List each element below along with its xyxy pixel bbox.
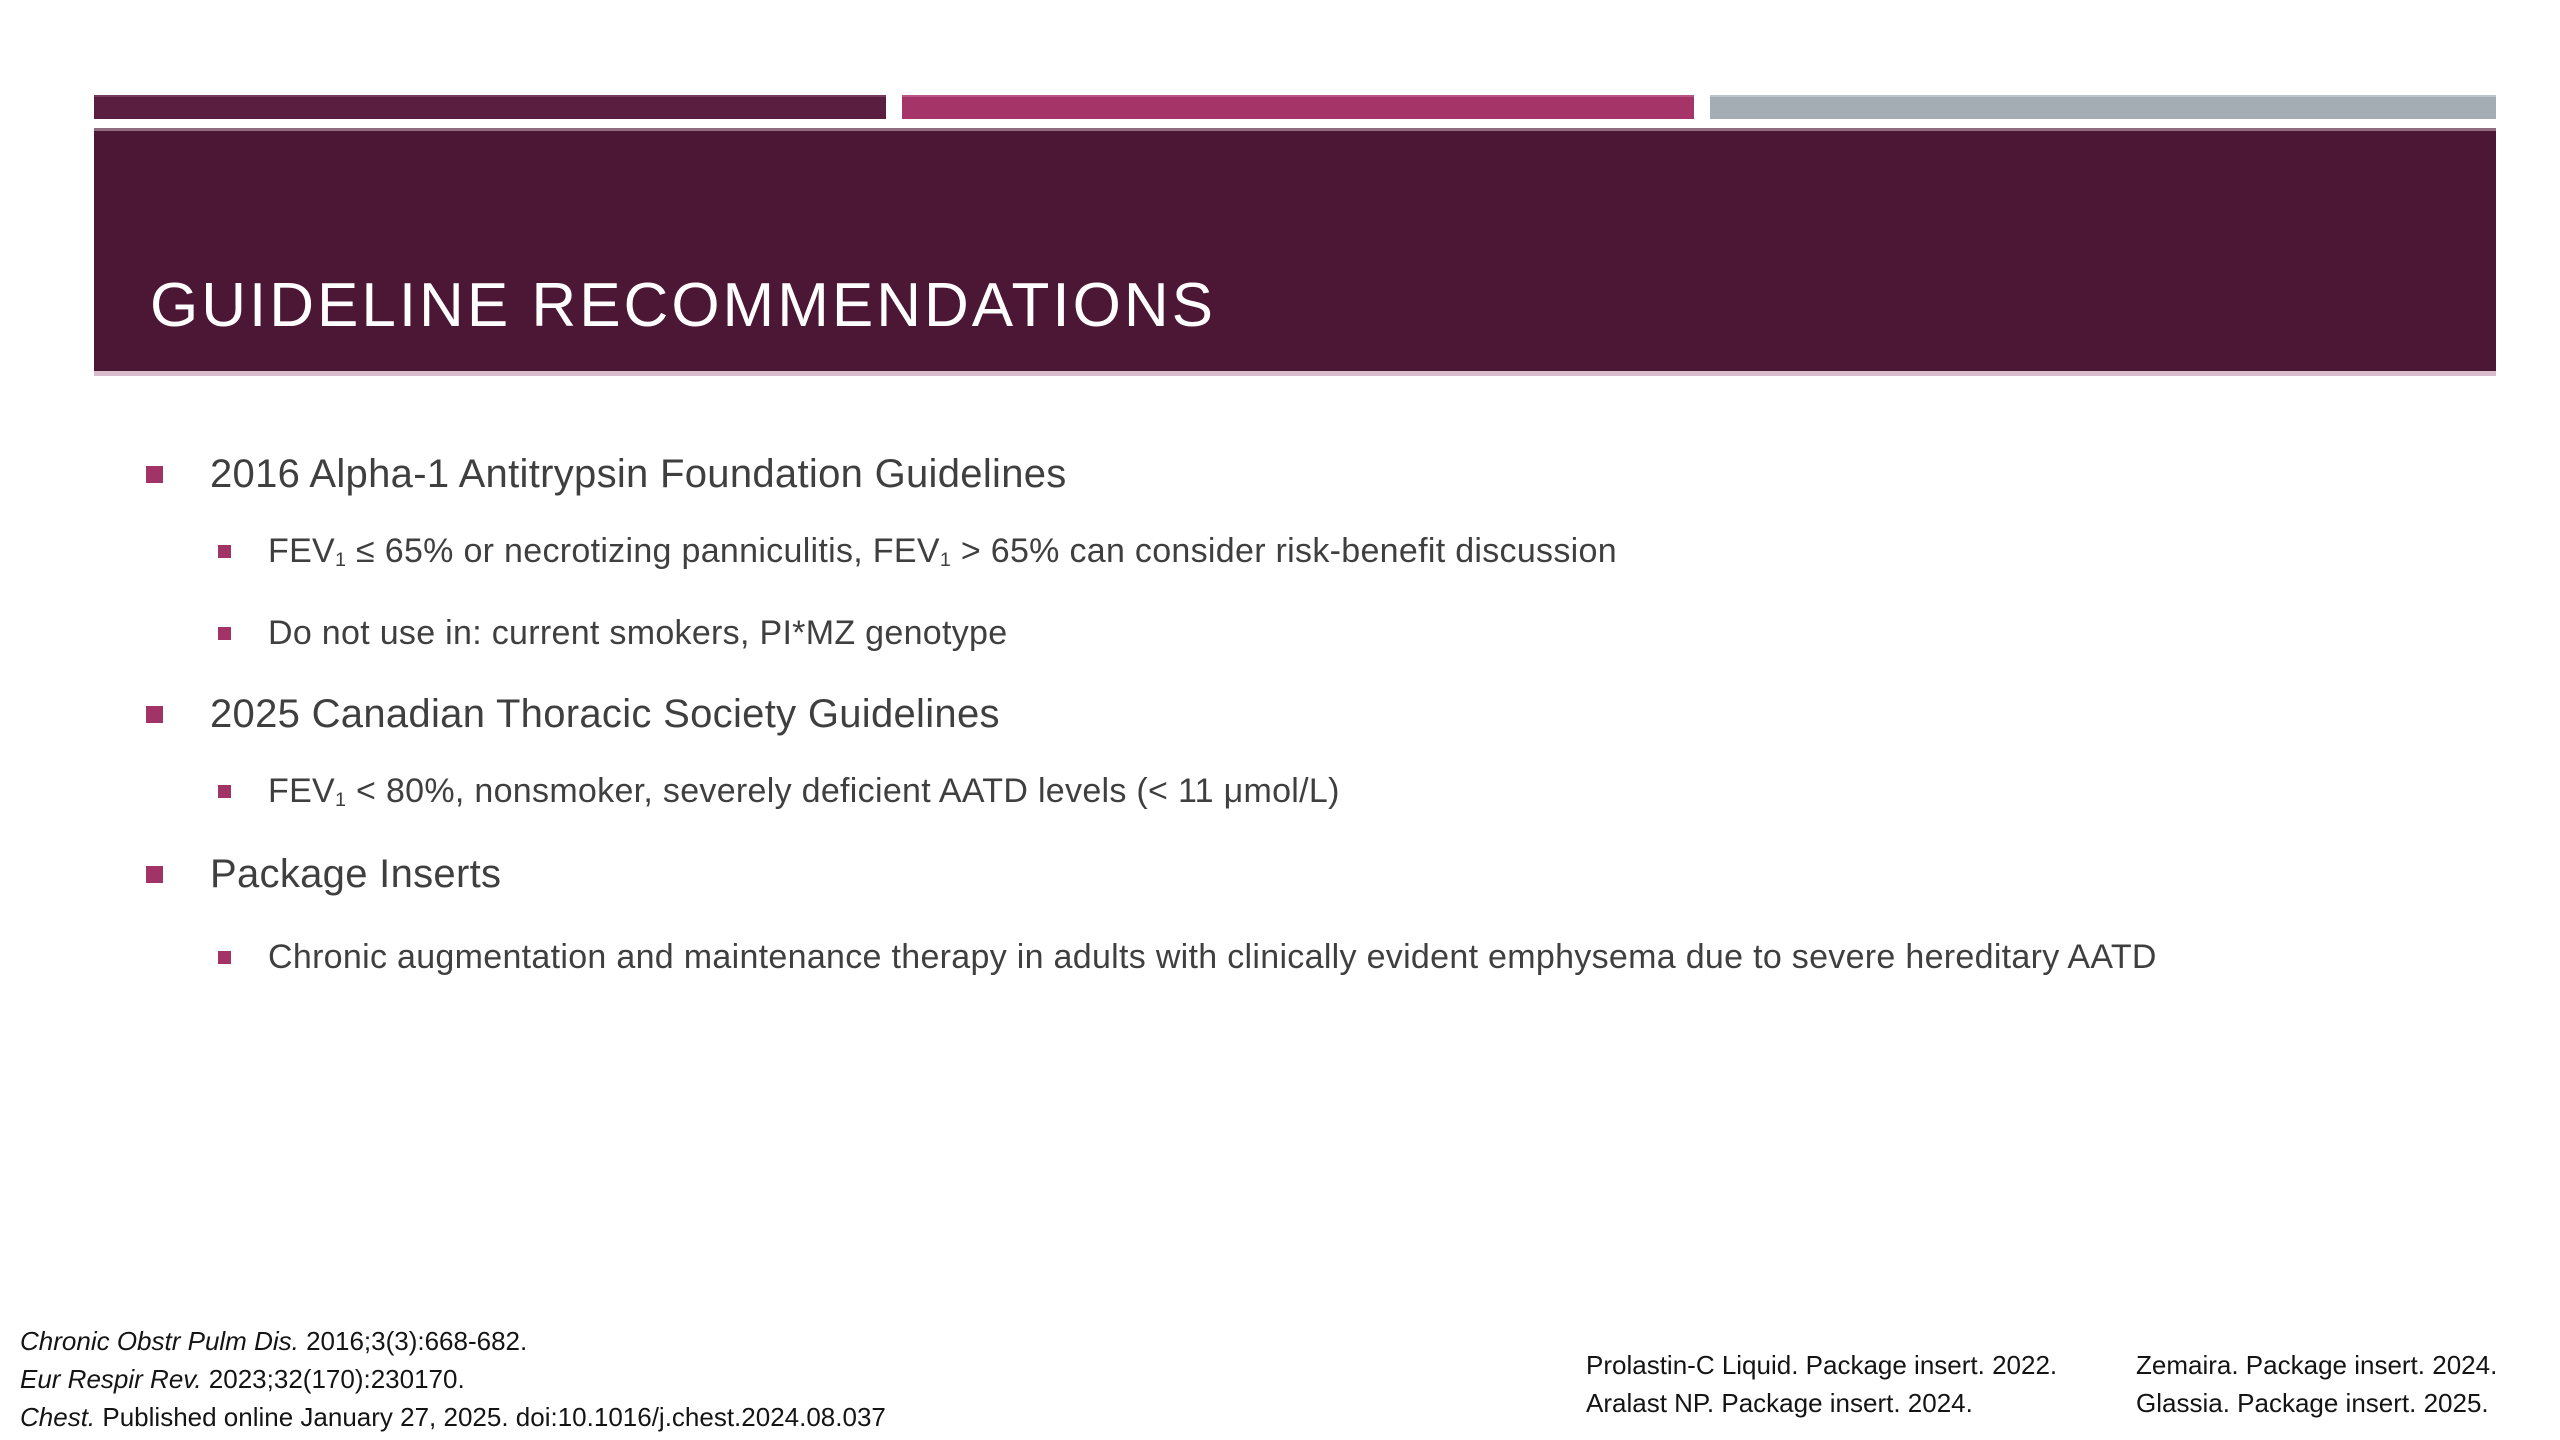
- bullet-square-icon: [146, 706, 163, 723]
- bullet-square-icon: [218, 785, 231, 798]
- bullet-square-icon: [146, 866, 163, 883]
- bullet-item-cts-guidelines: [146, 690, 1000, 738]
- bullet-text-segment: FEV: [268, 772, 336, 810]
- journal-name: Eur Respir Rev.: [20, 1364, 202, 1394]
- bullet-text: Package Inserts: [210, 852, 502, 896]
- title-banner: [94, 128, 2496, 376]
- journal-name: Chest.: [20, 1402, 96, 1432]
- bullet-text-segment: < 80%, nonsmoker, severely deficient AATD levels (< 11 μmol/L): [346, 772, 1340, 810]
- citation-line: Prolastin-C Liquid. Package insert. 2022.: [1586, 1350, 2058, 1380]
- bullet-text-segment: ≤ 65% or necrotizing panniculitis, FEV: [346, 532, 940, 570]
- citations-right-col1: [1586, 1346, 2057, 1422]
- citation-line: Aralast NP. Package insert. 2024.: [1586, 1388, 1973, 1418]
- bullet-item-do-not-use: [218, 612, 1007, 654]
- bullet-text-segment: > 65% can consider risk-benefit discussion: [951, 532, 1617, 570]
- slide-title: GUIDELINE RECOMMENDATIONS: [150, 271, 1216, 340]
- top-accent-bar-gray: [1710, 95, 2496, 119]
- bullet-square-icon: [218, 627, 231, 640]
- citation-line: [20, 1360, 886, 1398]
- bullet-text: 2025 Canadian Thoracic Society Guidelines: [210, 692, 1000, 736]
- bullet-square-icon: [146, 466, 163, 483]
- bullet-item-foundation-guidelines: [146, 450, 1067, 498]
- bullet-text: [268, 770, 1340, 817]
- citation-detail: 2023;32(170):230170.: [201, 1364, 465, 1394]
- bullet-text-segment: FEV: [268, 532, 336, 570]
- citations-right-col2: [2136, 1346, 2497, 1422]
- citation-line: [20, 1322, 886, 1360]
- subscript: 1: [335, 789, 347, 812]
- bullet-square-icon: [218, 545, 231, 558]
- bullet-text: 2016 Alpha-1 Antitrypsin Foundation Guidelines: [210, 452, 1067, 496]
- bullet-item-fev-criteria: [218, 530, 1617, 577]
- bullet-text: [268, 530, 1617, 577]
- bullet-text: Chronic augmentation and maintenance therapy in adults with clinically evident emphysema due to severe hereditary AATD: [268, 938, 2157, 976]
- citation-line: Zemaira. Package insert. 2024.: [2136, 1350, 2498, 1380]
- bullet-item-cts-criteria: [218, 770, 1340, 817]
- top-accent-bar-dark: [94, 95, 886, 119]
- bullet-square-icon: [218, 951, 231, 964]
- bullet-item-augmentation-indication: [218, 936, 2157, 978]
- citation-detail: Published online January 27, 2025. doi:10.1016/j.chest.2024.08.037: [95, 1402, 886, 1432]
- citation-line: Glassia. Package insert. 2025.: [2136, 1388, 2489, 1418]
- journal-name: Chronic Obstr Pulm Dis.: [20, 1326, 299, 1356]
- citations-left: [20, 1322, 886, 1436]
- subscript: 1: [335, 549, 347, 572]
- top-accent-bar-magenta: [902, 95, 1694, 119]
- citation-detail: 2016;3(3):668-682.: [298, 1326, 528, 1356]
- subscript: 1: [939, 549, 952, 572]
- bullet-text: Do not use in: current smokers, PI*MZ genotype: [268, 614, 1008, 652]
- bullet-item-package-inserts: [146, 850, 501, 898]
- citation-line: [20, 1398, 886, 1436]
